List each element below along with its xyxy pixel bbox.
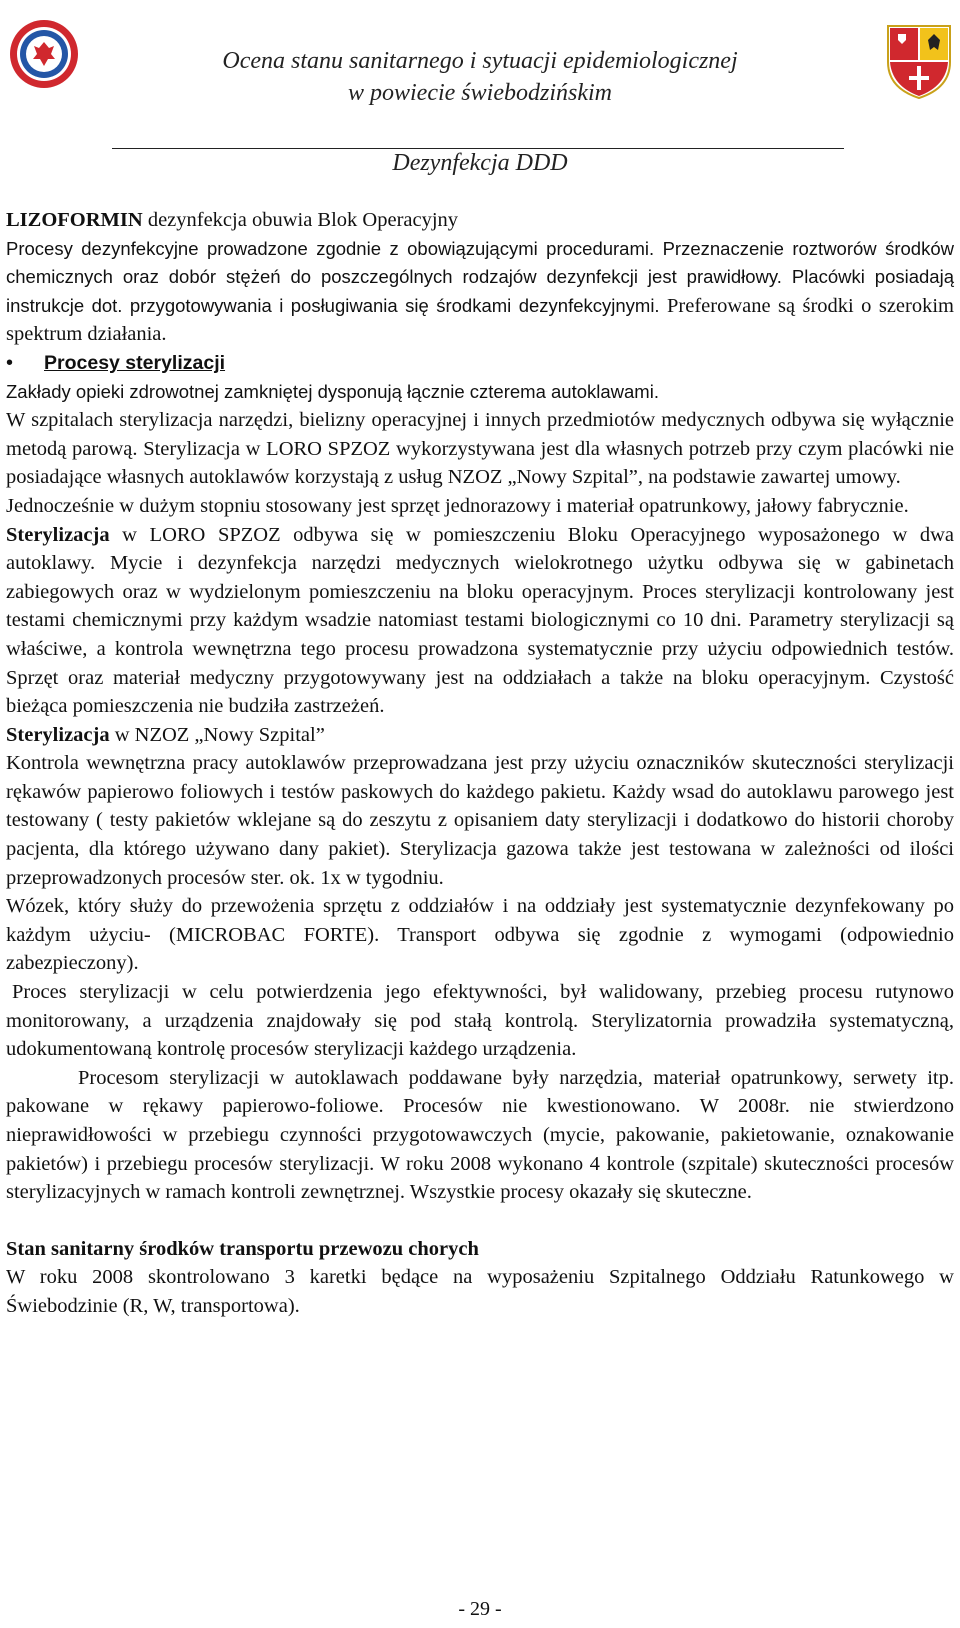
paragraph-loro-sterilization: Sterylizacja w LORO SPZOZ odbywa się w pomieszczeniu Bloku Operacyjnego wyposażonego w dwa autoklawy. Mycie i dezynfekcja narzędzi medycznych wielokrotnego użytku odbywa się w gabinetach zabiegowych oraz w wydzielonym pomieszczeniu na bloku operacyjnym. Proces sterylizacji kontrolowany jest testami chemicznymi przy każdym wsadzie natomiast testami biologicznymi co 10 dni. Parametry sterylizacji są właściwe, a kontrola wewnętrzna tego procesu prowadzona systematycznie przy użyciu odpowiednich testów. Sprzęt oraz materiał medyczny przygotowywany jest na oddziałach a także na bloku operacyjnym. Czystość bieżąca pomieszczenia nie budziła zastrzeżeń. [6,523,954,718]
spacer [6,1207,954,1235]
paragraph-ambulances: W roku 2008 skontrolowano 3 karetki będące na wyposażeniu Szpitalnego Oddziału Ratunkowego w Świebodzinie (R, W, transportowa). [6,1266,954,1317]
paragraph-nzoz-heading: Sterylizacja w NZOZ „Nowy Szpital” [6,723,325,746]
paragraph-autoclaves: Zakłady opieki zdrowotnej zamkniętej dysponują łącznie czterema autoklawami. [6,380,659,402]
document-body [6,206,954,1321]
paragraph-transport-cart: Wózek, który służy do przewożenia sprzętu z oddziałów i na oddziały jest systematycznie dezynfekowany po każdym użyciu- (MICROBAC FORTE). Transport odbywa się zgodnie z wymogami (odpowiednio zabezpieczony). [6,895,954,975]
paragraph-hospital-sterilization: W szpitalach sterylizacja narzędzi, bielizny operacyjnej i innych przedmiotów medycznych odbywa się wyłącznie metodą parową. Sterylizacja w LORO SPZOZ wykorzystywana jest dla własnych potrzeb przy czym placówki nie posiadające własnych autoklawów korzystają z usług NZOZ „Nowy Szpital”, na podstawie zawartej umowy. [6,409,954,489]
paragraph-autoclave-control: Kontrola wewnętrzna pracy autoklawów przeprowadzana jest przy użyciu oznaczników skuteczności sterylizacji rękawów papierowo foliowych i testów paskowych do każdego pakietu. Każdy wsad do autoklawu parowego jest testowany ( testy pakietów wklejane są do zeszytu z opisaniem daty sterylizacji i dodatkowo do historii choroby pacjenta, dla którego używano dany pakiet). Sterylizacja gazowa także jest testowana w zależności od ilości przeprowadzonych procesów ster. ok. 1x w tygodniu. [6,752,954,889]
report-title: Ocena stanu sanitarnego i sytuacji epidemiologicznej [222,48,738,74]
paragraph-lizoformin: LIZOFORMIN dezynfekcja obuwia Blok Operacyjny [6,209,459,231]
bullet-icon: • [6,351,14,374]
section-title: Dezynfekcja DDD [392,150,568,176]
paragraph-disinfection-procedures: Procesy dezynfekcyjne prowadzone zgodnie z obowiązującymi procedurami. Przeznaczenie roztworów środków chemicznych oraz dobór stężeń do poszczególnych rodzajów dezynfekcji jest prawidłowy. Placówki posiadają instrukcje dot. przygotowywania i posługiwania się środkami dezynfekcyjnymi. Preferowane są środki o szerokim spektrum działania. [6,237,954,346]
paragraph-validation: Proces sterylizacji w celu potwierdzenia jego efektywności, był walidowany, przebieg procesu rutynowo monitorowany, a urządzenia znajdowały się pod stałą kontrolą. Sterylizatornia prowadziła systematyczną, udokumentowaną kontrolę procesów sterylizacji każdego urządzenia. [6,981,954,1061]
transport-section-heading: Stan sanitarny środków transportu przewozu chorych [6,1237,479,1260]
paragraph-disposable-equipment: Jednocześnie w dużym stopniu stosowany jest sprzęt jednorazowy i materiał opatrunkowy, jałowy fabrycznie. [6,494,909,517]
page-number: - 29 - [458,1598,502,1620]
report-subtitle: w powiecie świebodzińskim [348,80,612,106]
paragraph-sterilization-results: Procesom sterylizacji w autoklawach poddawane były narzędzia, materiał opatrunkowy, serwety itp. pakowane w rękawy papierowo-foliowe. Procesów nie kwestionowano. W 2008r. nie stwierdzono nieprawidłowości w przebiegu czynności przygotowawczych (mycie, pakowanie, pakietowanie, oznakowanie pakietów) i przebiegu procesów sterylizacji. W roku 2008 wykonano 4 kontrole (szpitale) skuteczności procesów sterylizacyjnych w ramach kontroli zewnętrznej. Wszystkie procesy okazały się skuteczne. [6,1066,954,1204]
sterilization-heading: Procesy sterylizacji [44,351,226,374]
header-divider [112,148,844,149]
bullet-heading-sterilization [6,349,954,378]
product-name: LIZOFORMIN [6,209,143,231]
